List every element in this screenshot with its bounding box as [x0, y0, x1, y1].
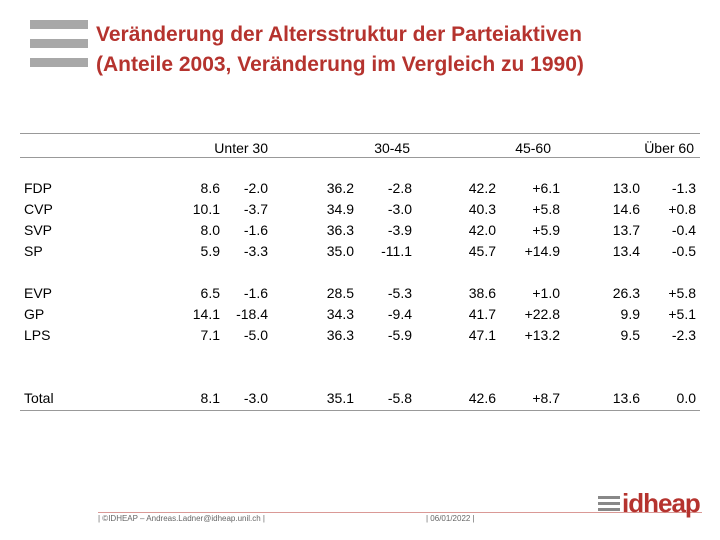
change-cell: +5.1 — [668, 306, 696, 322]
change-cell: -2.3 — [671, 327, 696, 343]
footer-date: | 06/01/2022 | — [426, 514, 475, 523]
change-cell: -3.9 — [387, 222, 412, 238]
title-line-2: (Anteile 2003, Veränderung im Vergleich zu 1990) — [96, 53, 584, 76]
change-cell: -18.4 — [236, 306, 268, 322]
change-cell: -0.4 — [671, 222, 696, 238]
change-cell: -2.8 — [387, 180, 412, 196]
share-cell: 10.1 — [192, 201, 220, 217]
share-cell: 36.2 — [326, 180, 354, 196]
share-cell: 13.0 — [612, 180, 640, 196]
change-cell: -5.9 — [387, 327, 412, 343]
change-cell: +5.9 — [532, 222, 560, 238]
change-cell: -2.0 — [243, 180, 268, 196]
change-cell: -1.6 — [243, 285, 268, 301]
share-cell: 8.6 — [200, 180, 220, 196]
party-cell: FDP — [24, 180, 52, 196]
column-header-45-60: 45-60 — [515, 140, 551, 156]
change-cell: -3.0 — [387, 201, 412, 217]
share-cell: 14.1 — [192, 306, 220, 322]
table-bottom-rule — [20, 410, 700, 411]
change-cell: -1.3 — [671, 180, 696, 196]
change-cell: +13.2 — [524, 327, 560, 343]
table-header-rule — [20, 157, 700, 158]
share-cell: 35.0 — [326, 243, 354, 259]
change-cell: +5.8 — [668, 285, 696, 301]
table-row — [20, 241, 696, 262]
column-header-unter-30: Unter 30 — [214, 140, 268, 156]
title-line-1: Veränderung der Altersstruktur der Parteiaktiven — [96, 23, 582, 46]
change-cell: +8.7 — [532, 390, 560, 406]
table-row — [20, 283, 696, 304]
change-cell: +6.1 — [532, 180, 560, 196]
share-cell: 41.7 — [468, 306, 496, 322]
change-cell: -9.4 — [387, 306, 412, 322]
share-cell: 13.4 — [612, 243, 640, 259]
party-cell: SP — [24, 243, 43, 259]
table-row — [20, 325, 696, 346]
change-cell: 0.0 — [676, 390, 696, 406]
table-row — [20, 388, 696, 409]
table-row — [20, 199, 696, 220]
share-cell: 9.5 — [620, 327, 640, 343]
change-cell: -11.1 — [381, 243, 412, 259]
share-cell: 42.0 — [468, 222, 496, 238]
share-cell: 26.3 — [612, 285, 640, 301]
change-cell: -5.0 — [243, 327, 268, 343]
share-cell: 47.1 — [468, 327, 496, 343]
share-cell: 5.9 — [200, 243, 220, 259]
change-cell: -0.5 — [671, 243, 696, 259]
table-top-rule — [20, 133, 700, 134]
change-cell: -3.7 — [243, 201, 268, 217]
share-cell: 34.9 — [326, 201, 354, 217]
age-structure-table — [20, 178, 696, 409]
slide-title — [96, 20, 711, 80]
party-cell: GP — [24, 306, 45, 322]
change-cell: +1.0 — [532, 285, 560, 301]
idheap-logo-text: idheap — [622, 488, 700, 518]
share-cell: 14.6 — [612, 201, 640, 217]
idheap-logo-bars — [598, 496, 620, 514]
share-cell: 42.2 — [468, 180, 496, 196]
share-cell: 38.6 — [468, 285, 496, 301]
change-cell: +0.8 — [668, 201, 696, 217]
share-cell: 6.5 — [200, 285, 220, 301]
share-cell: 45.7 — [468, 243, 496, 259]
share-cell: 8.1 — [200, 390, 220, 406]
table-row — [20, 304, 696, 325]
share-cell: 34.3 — [326, 306, 354, 322]
party-cell: EVP — [24, 285, 53, 301]
share-cell: 35.1 — [326, 390, 354, 406]
change-cell: -5.8 — [387, 390, 412, 406]
change-cell: -3.3 — [243, 243, 268, 259]
party-cell: SVP — [24, 222, 53, 238]
share-cell: 36.3 — [326, 327, 354, 343]
change-cell: +14.9 — [524, 243, 560, 259]
share-cell: 13.6 — [612, 390, 640, 406]
share-cell: 40.3 — [468, 201, 496, 217]
share-cell: 42.6 — [468, 390, 496, 406]
footer-copyright: | ©IDHEAP – Andreas.Ladner@idheap.unil.ch | — [98, 514, 266, 523]
column-header-ueber-60: Über 60 — [644, 140, 694, 156]
change-cell: -5.3 — [387, 285, 412, 301]
table-row — [20, 220, 696, 241]
share-cell: 8.0 — [200, 222, 220, 238]
change-cell: -1.6 — [243, 222, 268, 238]
party-cell: LPS — [24, 327, 51, 343]
column-header-30-45: 30-45 — [374, 140, 410, 156]
share-cell: 9.9 — [620, 306, 640, 322]
share-cell: 7.1 — [200, 327, 220, 343]
share-cell: 28.5 — [326, 285, 354, 301]
change-cell: -3.0 — [243, 390, 268, 406]
change-cell: +22.8 — [524, 306, 560, 322]
party-cell: CVP — [24, 201, 53, 217]
share-cell: 36.3 — [326, 222, 354, 238]
table-row — [20, 178, 696, 199]
share-cell: 13.7 — [612, 222, 640, 238]
slide-logo-bars — [30, 20, 88, 77]
change-cell: +5.8 — [532, 201, 560, 217]
party-cell: Total — [24, 390, 54, 406]
